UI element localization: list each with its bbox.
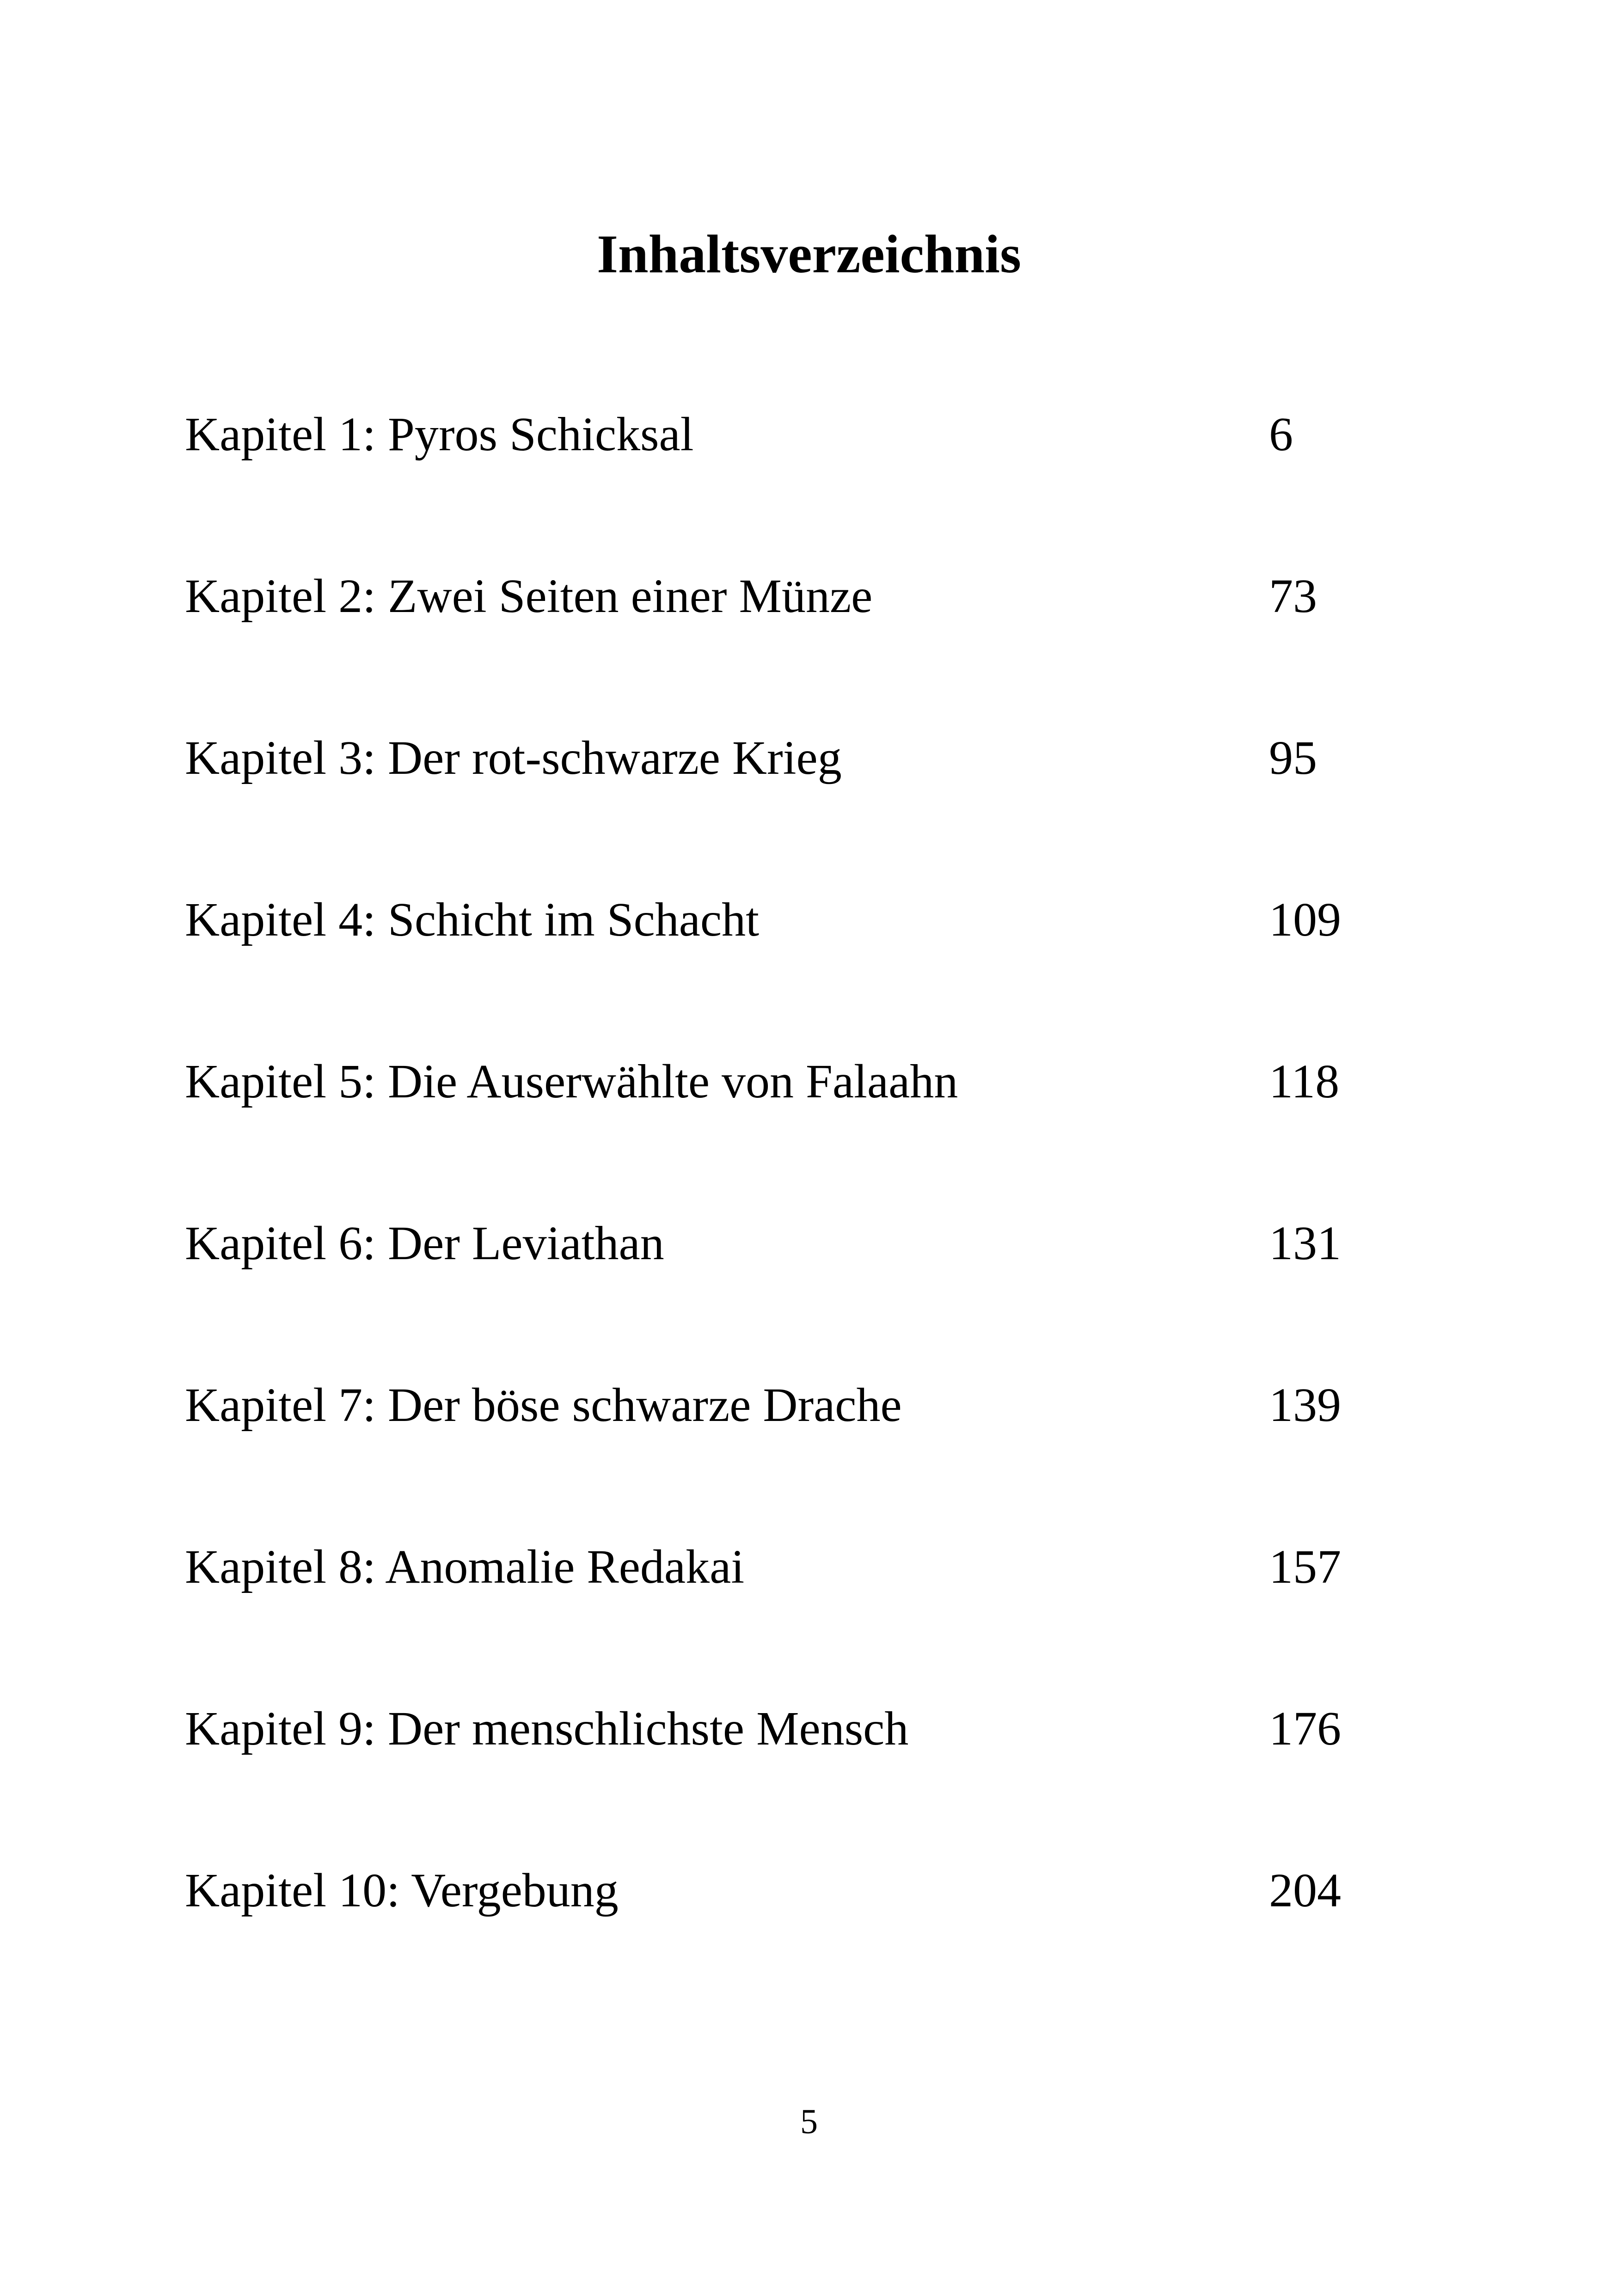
toc-entry-page: 6: [1269, 408, 1293, 461]
toc-entry-1: [185, 400, 1387, 469]
toc-entry-2: [185, 562, 1387, 631]
toc-entry-title: Kapitel 4: Schicht im Schacht: [185, 893, 759, 946]
toc-entry-title: Kapitel 5: Die Auserwählte von Falaahn: [185, 1055, 958, 1108]
toc-entry-title: Kapitel 2: Zwei Seiten einer Münze: [185, 569, 873, 623]
toc-entry-title: Kapitel 6: Der Leviathan: [185, 1217, 664, 1270]
toc-entry-title: Kapitel 3: Der rot-schwarze Krieg: [185, 731, 842, 784]
toc-entry-page: 131: [1269, 1217, 1341, 1270]
page-number: 5: [800, 2102, 818, 2141]
toc-entry-page: 118: [1269, 1055, 1340, 1108]
toc-entry-title: Kapitel 7: Der böse schwarze Drache: [185, 1378, 902, 1432]
toc-entry-7: [185, 1371, 1387, 1440]
toc-entry-5: [185, 1047, 1387, 1116]
toc-entry-9: [185, 1694, 1387, 1763]
toc-entry-page: 95: [1269, 731, 1317, 784]
toc-entry-6: [185, 1209, 1387, 1278]
toc-entry-page: 157: [1269, 1540, 1341, 1593]
toc-entry-page: 73: [1269, 569, 1317, 623]
toc-entry-page: 109: [1269, 893, 1341, 946]
toc-entry-title: Kapitel 10: Vergebung: [185, 1864, 619, 1917]
toc-entry-page: 139: [1269, 1378, 1341, 1432]
page-title: Inhaltsverzeichnis: [597, 224, 1021, 284]
toc-entry-title: Kapitel 8: Anomalie Redakai: [185, 1540, 745, 1593]
toc-entry-3: [185, 723, 1387, 793]
toc-entry-4: [185, 885, 1387, 955]
toc-entry-page: 204: [1269, 1864, 1341, 1917]
toc-entry-title: Kapitel 9: Der menschlichste Mensch: [185, 1702, 909, 1755]
toc-entry-title: Kapitel 1: Pyros Schicksal: [185, 408, 694, 461]
toc-entry-8: [185, 1532, 1387, 1602]
toc-entry-page: 176: [1269, 1702, 1341, 1755]
toc-entry-10: [185, 1856, 1387, 1925]
